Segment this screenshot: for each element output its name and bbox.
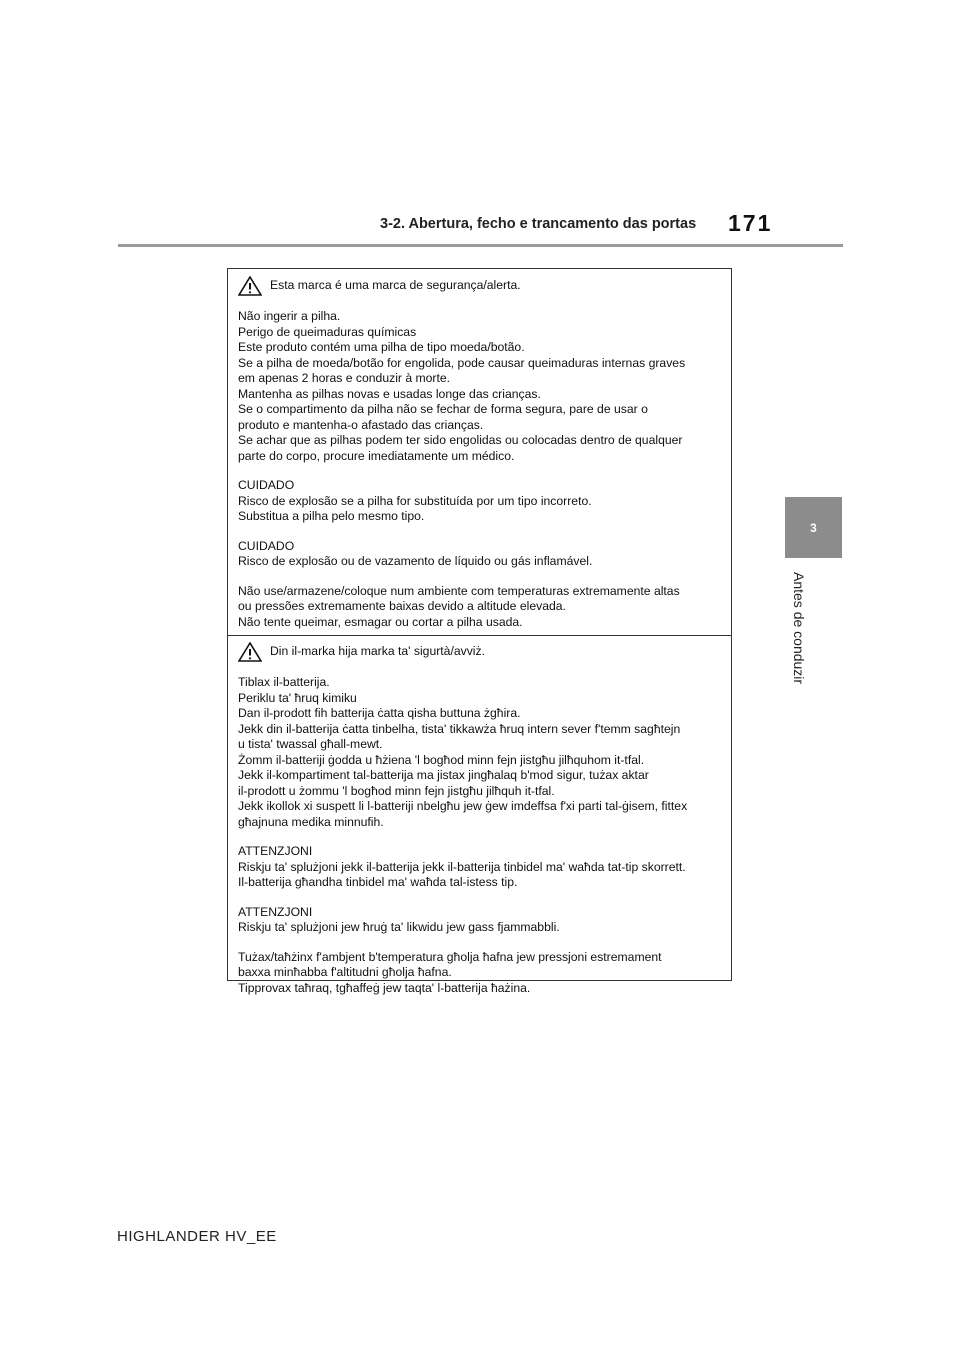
text-line: em apenas 2 horas e conduzir à morte.	[238, 371, 451, 385]
text-line: għajnuna medika minnufih.	[238, 814, 384, 829]
text-line: CUIDADO	[238, 538, 295, 553]
maltese-paragraphs	[238, 675, 725, 996]
paragraph	[238, 905, 725, 936]
warning-row	[238, 277, 725, 295]
warning-label: Din il-marka hija marka ta' sigurtà/avviż.	[270, 644, 485, 659]
text-line: Tużax/taħżinx f'ambjent b'temperatura għolja ħafna jew pressjoni estremament	[238, 949, 662, 964]
text-line: parte do corpo, procure imediatamente um médico.	[238, 448, 515, 463]
text-line: Risco de explosão ou de vazamento de líquido ou gás inflamável.	[238, 554, 593, 568]
battery-warning-box	[227, 268, 732, 995]
maltese-notice	[238, 643, 725, 1010]
text-line: Periklu ta' ħruq kimiku	[238, 690, 357, 705]
text-line: Substitua a pilha pelo mesmo tipo.	[238, 509, 425, 523]
text-line: Risco de explosão se a pilha for substituída por um tipo incorreto.	[238, 493, 592, 508]
text-line: Jekk ikollok xi suspett li l-batteriji nbelgħu jew ġew imdeffsa f'xi parti tal-ġisem, fittex	[238, 799, 688, 813]
paragraph	[238, 675, 725, 830]
text-line: ATTENZJONI	[238, 844, 313, 858]
text-line: Il-batterija għandha tinbidel ma' waħda tal-istess tip.	[238, 875, 518, 889]
paragraph	[238, 539, 725, 570]
text-line: il-prodott u żommu 'l bogħod minn fejn jistgħu jilħquh it-tfal.	[238, 783, 555, 798]
text-line: ou pressões extremamente baixas devido a altitude elevada.	[238, 599, 566, 613]
text-line: Se achar que as pilhas podem ter sido engolidas ou colocadas dentro de qualquer	[238, 433, 683, 447]
paragraph	[238, 844, 725, 891]
text-line: Não tente queimar, esmagar ou cortar a pilha usada.	[238, 614, 523, 629]
section-title: 3-2. Abertura, fecho e trancamento das portas	[380, 216, 697, 232]
text-line: Este produto contém uma pilha de tipo moeda/botão.	[238, 340, 525, 354]
text-line: Perigo de queimaduras químicas	[238, 324, 417, 339]
text-line: Não ingerir a pilha.	[238, 309, 341, 323]
vehicle-model: HIGHLANDER HV_EE	[117, 1228, 277, 1245]
text-line: CUIDADO	[238, 478, 295, 492]
page-number: 171	[728, 210, 773, 236]
box-divider	[228, 635, 731, 636]
text-line: Mantenha as pilhas novas e usadas longe das crianças.	[238, 386, 541, 401]
text-line: Riskju ta' splużjoni jekk il-batterija jekk il-batterija tinbidel ma' waħda tat-tip skorrett.	[238, 859, 686, 874]
text-line: u tista' twassal għall-mewt.	[238, 737, 383, 751]
paragraph	[238, 309, 725, 464]
text-line: Jekk din il-batterija ċatta tinbelha, tista' tikkawża ħruq intern sever f'temm sagħtejn	[238, 721, 681, 736]
warning-triangle-icon	[238, 276, 262, 296]
chapter-number: 3	[810, 520, 817, 535]
paragraph	[238, 584, 725, 631]
text-line: baxxa minħabba f'altitudni għolja ħafna.	[238, 965, 452, 979]
paragraph	[238, 950, 725, 997]
warning-label: Esta marca é uma marca de segurança/alerta.	[270, 278, 521, 293]
header-rule	[118, 244, 843, 247]
paragraph	[238, 478, 725, 525]
text-line: Tiblax il-batterija.	[238, 675, 330, 689]
portuguese-paragraphs	[238, 309, 725, 630]
chapter-label: Antes de conduzir	[791, 572, 807, 685]
text-line: Se a pilha de moeda/botão for engolida, pode causar queimaduras internas graves	[238, 355, 686, 370]
text-line: Não use/armazene/coloque num ambiente com temperaturas extremamente altas	[238, 583, 680, 598]
text-line: Żomm il-batteriji ġodda u ħżiena 'l bogħod minn fejn jistgħu jilħquhom it-tfal.	[238, 752, 645, 767]
portuguese-notice	[238, 277, 725, 644]
text-line: ATTENZJONI	[238, 904, 313, 919]
text-line: produto e mantenha-o afastado das crianças.	[238, 417, 484, 432]
chapter-tab	[785, 497, 842, 558]
text-line: Jekk il-kompartiment tal-batterija ma jistax jingħalaq b'mod sigur, tużax aktar	[238, 768, 649, 782]
text-line: Dan il-prodott fih batterija ċatta qisha buttuna żgħira.	[238, 706, 521, 720]
warning-row	[238, 643, 725, 661]
warning-triangle-icon	[238, 642, 262, 662]
text-line: Tipprovax taħraq, tgħaffeġ jew taqta' l-batterija ħażina.	[238, 980, 531, 995]
text-line: Se o compartimento da pilha não se fechar de forma segura, pare de usar o	[238, 402, 648, 416]
text-line: Riskju ta' splużjoni jew ħruġ ta' likwidu jew gass fjammabbli.	[238, 920, 560, 934]
